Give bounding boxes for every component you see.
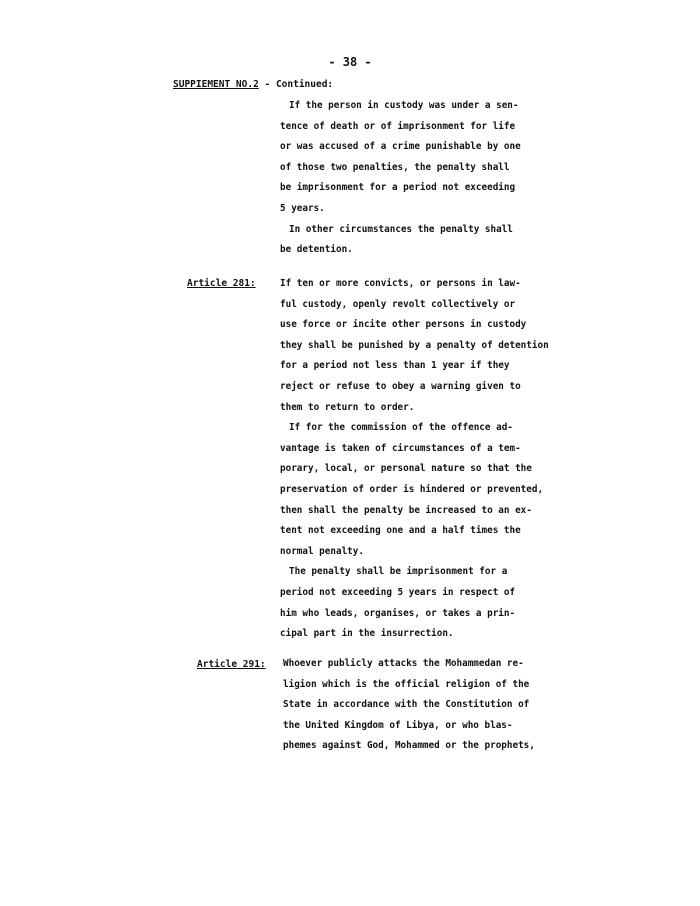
text-line: ful custody, openly revolt collectively or <box>280 298 516 310</box>
text-line: they shall be punished by a penalty of detention <box>280 339 549 351</box>
text-line: In other circumstances the penalty shall <box>289 223 513 235</box>
text-line: be detention. <box>280 244 353 256</box>
text-line: ligion which is the official religion of the <box>283 678 530 690</box>
text-line: vantage is taken of circumstances of a tem- <box>280 442 521 454</box>
article-281-label: Article 281: <box>187 278 256 289</box>
text-line: If the person in custody was under a sen- <box>289 100 519 111</box>
article-291-text <box>283 654 535 757</box>
text-line: or was accused of a crime punishable by one <box>280 141 521 153</box>
text-line: them to return to order. <box>280 401 415 413</box>
text-line: State in accordance with the Constitution of <box>283 699 530 711</box>
text-line: normal penalty. <box>280 545 364 557</box>
text-line: for a period not less than 1 year if they <box>280 360 510 372</box>
text-line: porary, local, or personal nature so that the <box>280 463 532 475</box>
text-line: use force or incite other persons in custody <box>280 319 527 331</box>
intro-paragraph <box>280 96 521 261</box>
text-line: then shall the penalty be increased to an ex- <box>280 504 532 516</box>
page-number: - 38 - <box>328 55 372 69</box>
supplement-continued: - Continued: <box>258 79 334 90</box>
text-line: phemes against God, Mohammed or the prophets, <box>283 740 535 752</box>
text-line: period not exceeding 5 years in respect of <box>280 586 516 598</box>
article-291-label: Article 291: <box>197 659 266 670</box>
text-line: tence of death or of imprisonment for life <box>280 120 516 132</box>
text-line: tent not exceeding one and a half times the <box>280 525 521 537</box>
text-line: reject or refuse to obey a warning given to <box>280 380 521 392</box>
supplement-title: SUPPIEMENT NO.2 <box>173 79 259 90</box>
text-line: the United Kingdom of Libya, or who blas- <box>283 719 513 731</box>
text-line: Whoever publicly attacks the Mohammedan re- <box>283 658 524 669</box>
text-line: If ten or more convicts, or persons in law- <box>280 278 521 289</box>
text-line: preservation of order is hindered or prevented, <box>280 483 544 495</box>
text-line: be imprisonment for a period not exceeding <box>280 182 516 194</box>
article-281-text <box>280 274 549 645</box>
text-line: cipal part in the insurrection. <box>280 628 454 640</box>
supplement-heading <box>173 79 333 90</box>
text-line: 5 years. <box>280 202 325 214</box>
text-line: If for the commission of the offence ad- <box>289 422 513 434</box>
text-line: The penalty shall be imprisonment for a <box>289 566 508 578</box>
text-line: him who leads, organises, or takes a prin- <box>280 607 516 619</box>
text-line: of those two penalties, the penalty shall <box>280 161 510 173</box>
